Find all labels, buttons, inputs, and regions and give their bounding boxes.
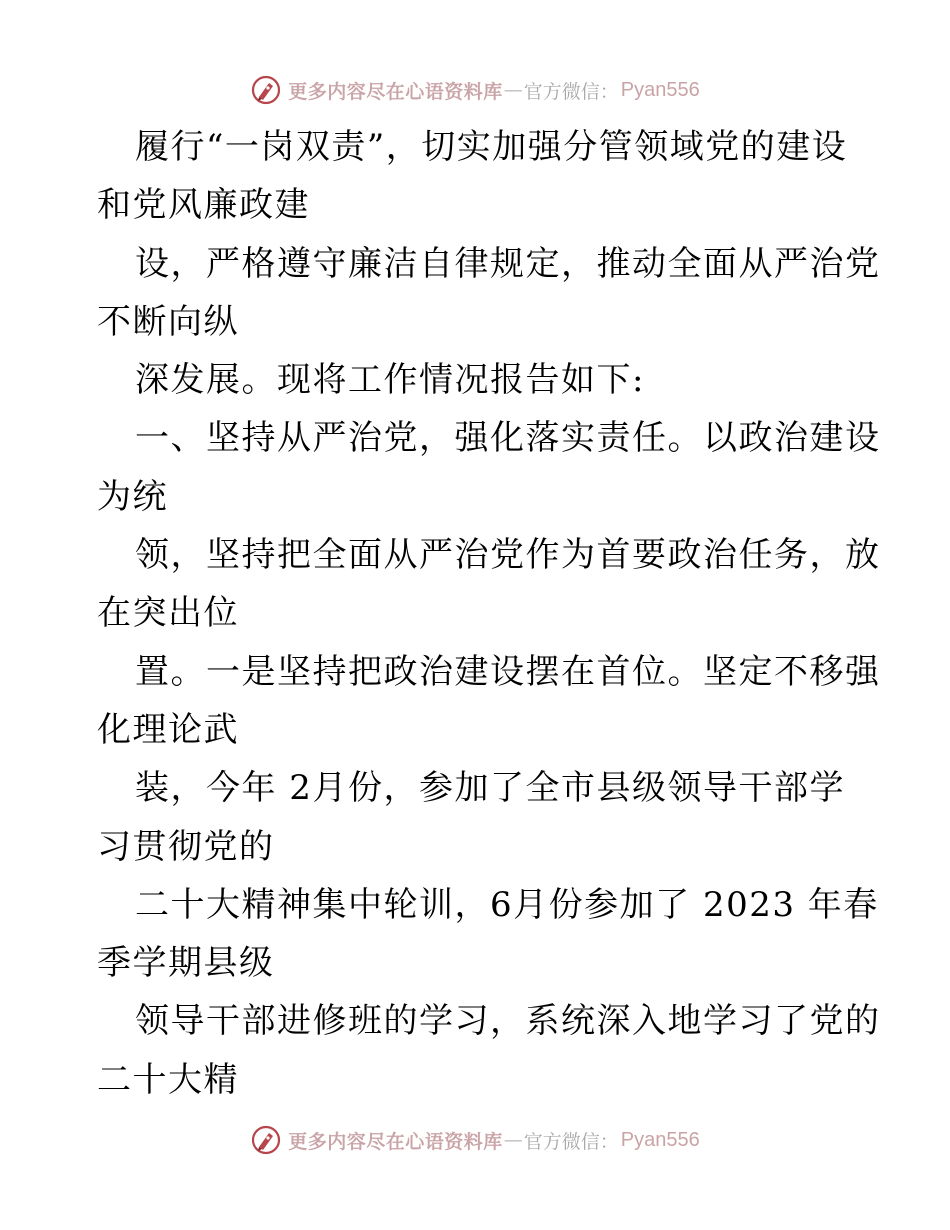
- watermark-brand: 更多内容尽在心语资料库: [288, 1130, 503, 1153]
- watermark-label: 官方微信：: [523, 1130, 619, 1153]
- watermark-brand: 更多内容尽在心语资料库: [288, 80, 503, 103]
- body-line: 二十大精神集中轮训，6月份参加了 2023 年春: [135, 884, 879, 925]
- body-line: 领，坚持把全面从严治党作为首要政治任务，放: [135, 535, 881, 576]
- watermark-footer: [0, 1120, 950, 1160]
- watermark-wechat-id: Pyan556: [620, 78, 700, 101]
- watermark-separator: —: [503, 79, 523, 101]
- body-line: 领导干部进修班的学习，系统深入地学习了党的: [135, 1001, 881, 1042]
- watermark-header: [0, 70, 950, 110]
- watermark-wechat-id: Pyan556: [620, 1128, 700, 1151]
- body-line: 履行“一岗双责”，切实加强分管领域党的建设: [135, 127, 848, 167]
- document-body: [97, 118, 881, 1109]
- body-line: 季学期县级: [97, 943, 275, 984]
- body-line: 不断向纵: [97, 301, 239, 342]
- body-line: 置。一是坚持把政治建设摆在首位。坚定不移强: [135, 651, 881, 692]
- body-line: 习贯彻党的: [97, 826, 275, 867]
- body-line: 二十大精: [97, 1059, 239, 1100]
- watermark-label: 官方微信：: [523, 80, 619, 103]
- body-line: 深发展。现将工作情况报告如下:: [135, 360, 645, 401]
- body-line: 在突出位: [97, 593, 239, 634]
- body-line: 和党风廉政建: [97, 185, 310, 226]
- body-line: 为统: [97, 476, 168, 517]
- pen-nib-logo-icon: [250, 1124, 282, 1156]
- body-line: 一、坚持从严治党，强化落实责任。以政治建设: [135, 418, 881, 459]
- body-line: 设，严格遵守廉洁自律规定，推动全面从严治党: [135, 243, 881, 284]
- body-line: 化理论武: [97, 709, 239, 750]
- watermark-separator: —: [503, 1129, 523, 1151]
- body-line: 装，今年 2月份，参加了全市县级领导干部学: [135, 768, 845, 809]
- pen-nib-logo-icon: [250, 74, 282, 106]
